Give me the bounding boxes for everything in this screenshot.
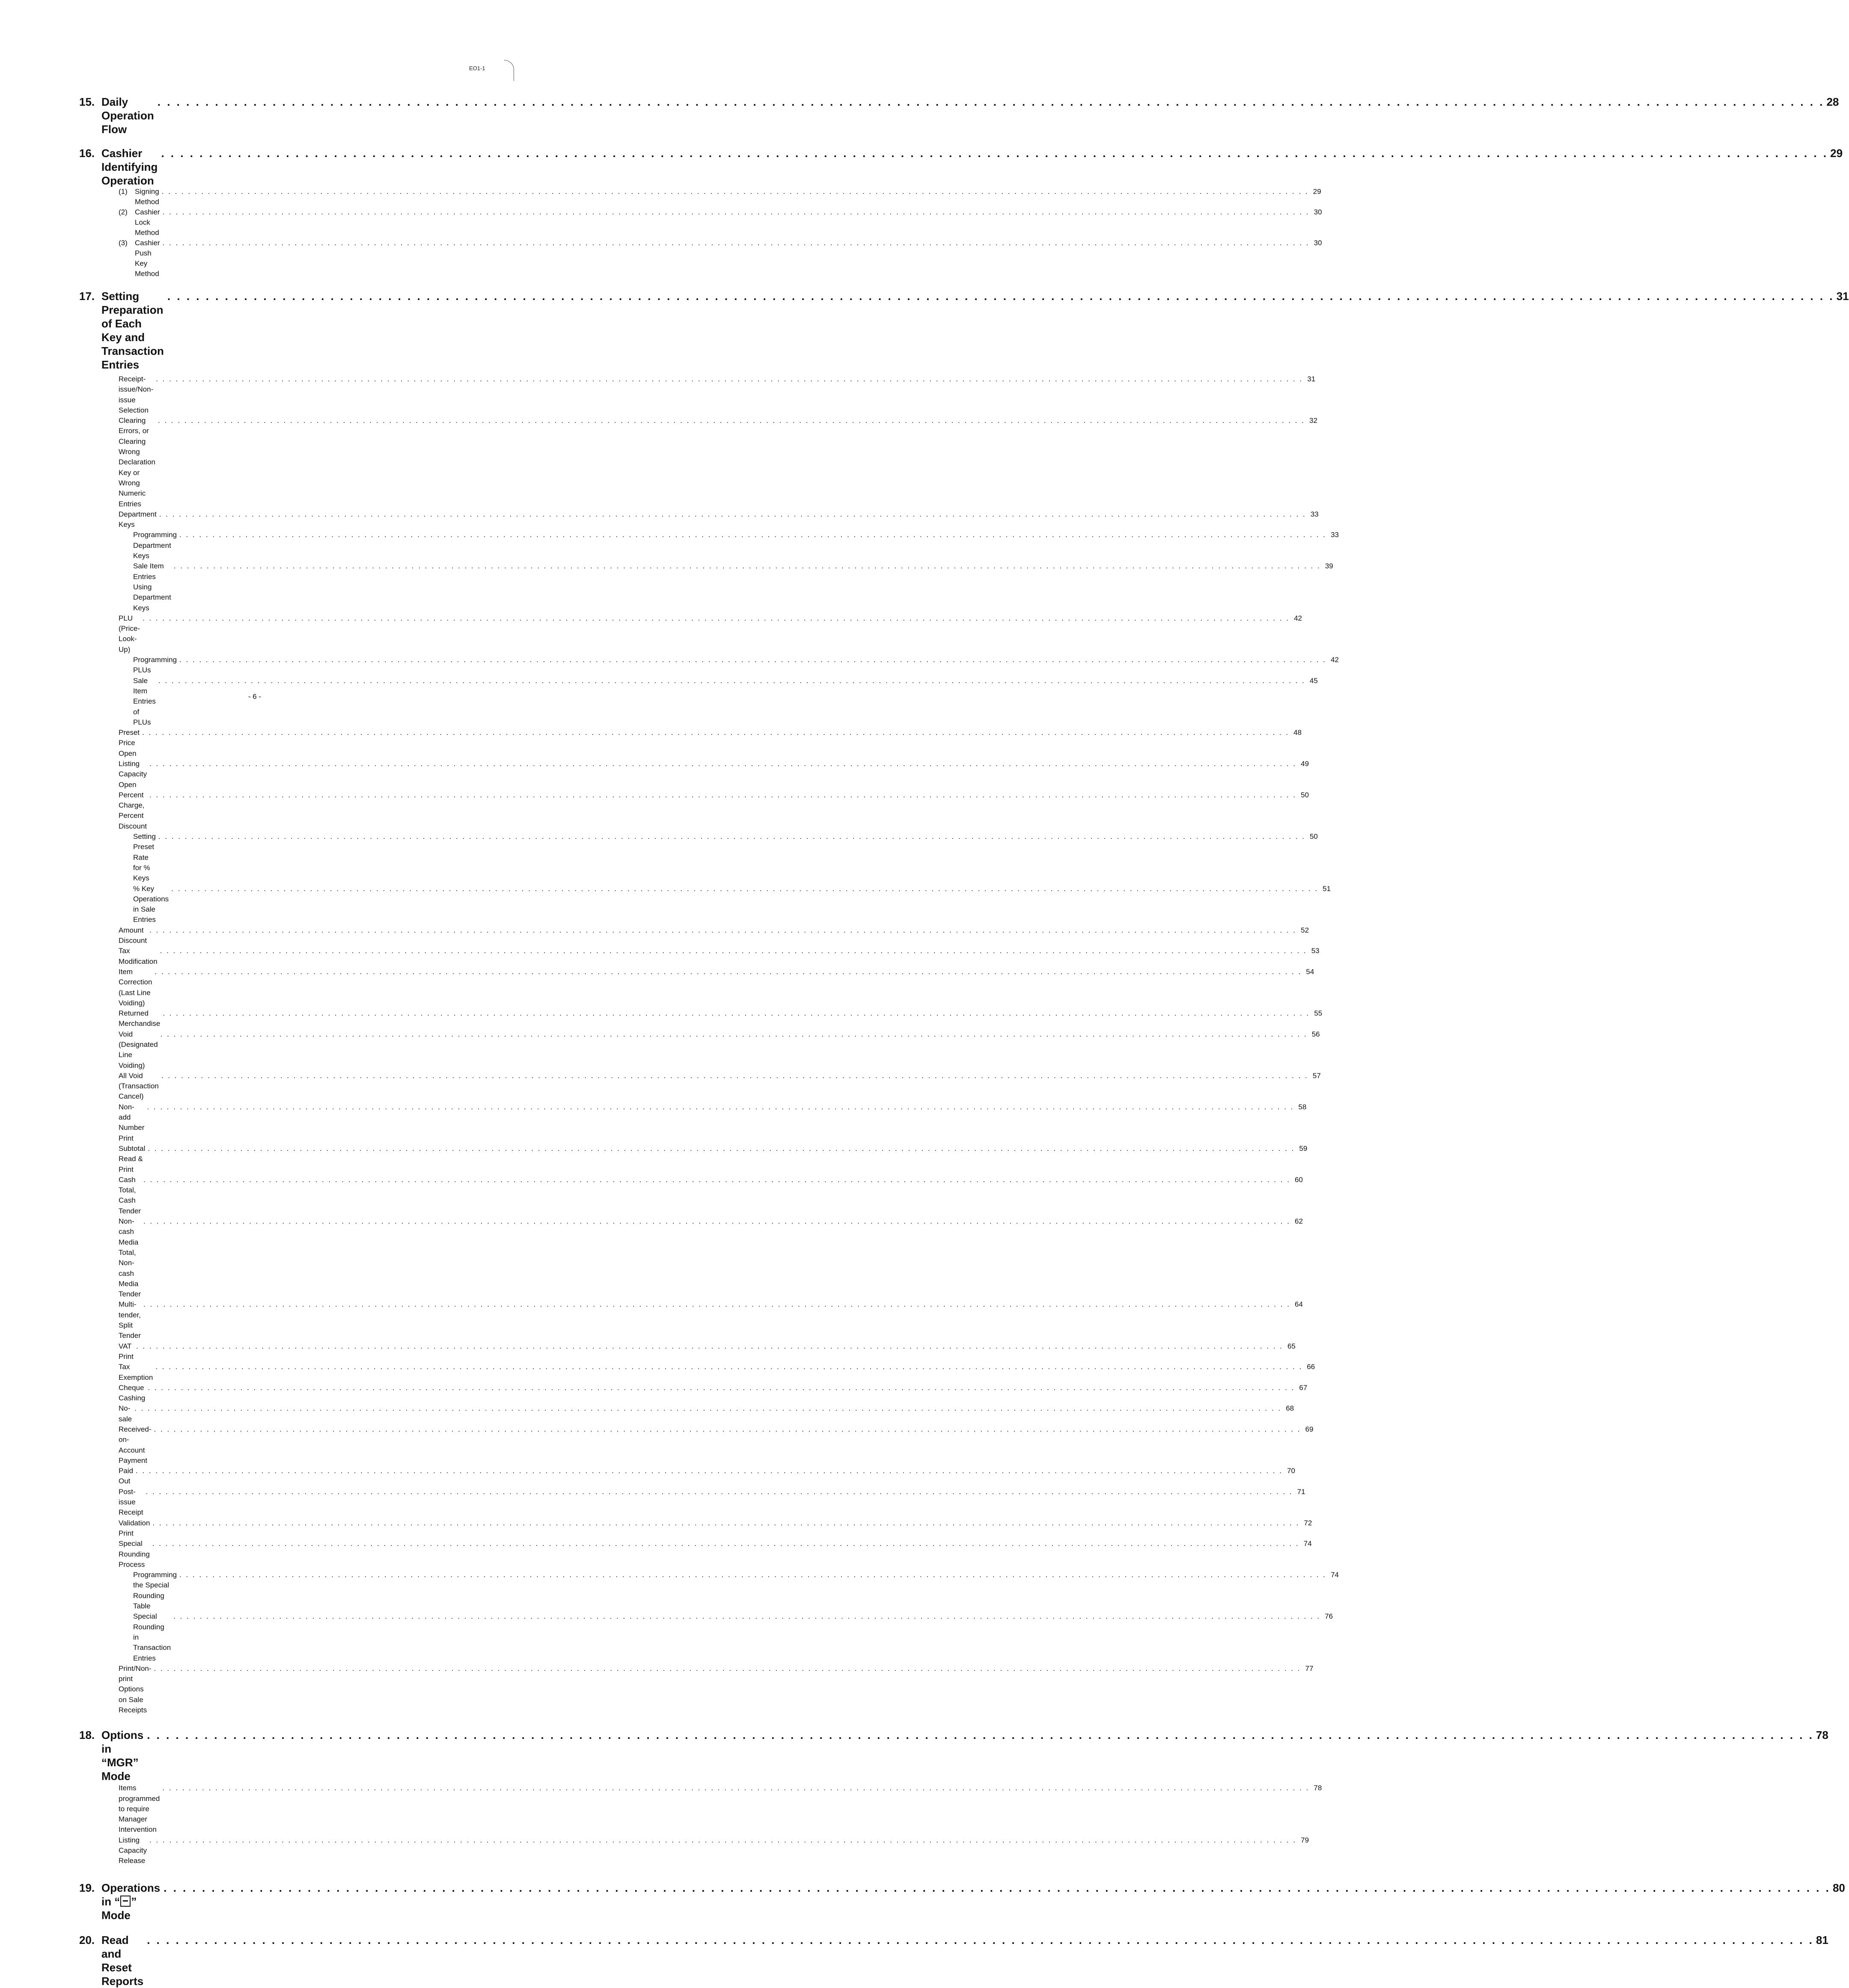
dot-leader	[154, 95, 1826, 109]
dot-leader	[159, 1071, 1310, 1081]
toc-entry[interactable]	[119, 1539, 1312, 1570]
entry-title: Non-add Number Print	[119, 1102, 145, 1142]
toc-entry[interactable]	[119, 416, 1317, 509]
page-number: 79	[1301, 1836, 1309, 1844]
dot-leader	[152, 1664, 1302, 1674]
dot-leader	[132, 1403, 1283, 1414]
entry-title: Cash Total, Cash Tender	[119, 1175, 141, 1215]
dot-leader	[134, 1341, 1284, 1352]
entry-title: Programming Department Keys	[133, 531, 177, 560]
entry-title: Receipt-issue/Non-issue Selection	[119, 375, 154, 414]
dot-leader	[159, 187, 1310, 197]
toc-entry[interactable]	[119, 1518, 1312, 1539]
dot-leader	[141, 1216, 1292, 1227]
dot-leader	[153, 1362, 1304, 1372]
entry-index: (2)	[119, 208, 128, 216]
entry-title: Cheque Cashing	[119, 1383, 146, 1403]
dot-leader	[141, 1299, 1292, 1310]
entry-index: (1)	[119, 187, 128, 196]
entry-title: Cashier Push Key Method	[135, 239, 160, 278]
entry-title: Cashier Lock Method	[135, 208, 160, 237]
section-18-entries	[119, 1783, 1322, 1866]
dot-leader	[160, 238, 1311, 248]
dot-leader	[164, 289, 1836, 303]
section-number: 16.	[79, 147, 95, 160]
dot-leader	[145, 1144, 1296, 1154]
entry-title: Listing Capacity Open	[119, 759, 147, 789]
section-number: 20.	[79, 1933, 95, 1946]
entry-title: Validation Print	[119, 1518, 150, 1537]
entry-title: Subtotal Read & Print	[119, 1144, 146, 1174]
dot-leader	[152, 1424, 1302, 1435]
page-number: 42	[1294, 614, 1302, 622]
toc-section-19[interactable]	[79, 1881, 1845, 1922]
entry-title: Post-issue Receipt	[119, 1487, 143, 1517]
page-number: 33	[1331, 531, 1339, 539]
entry-title: Programming the Special Rounding Table	[133, 1571, 177, 1611]
toc-entry[interactable]	[119, 790, 1309, 832]
page-number: 52	[1301, 926, 1309, 934]
page-number: 59	[1299, 1144, 1308, 1153]
dot-leader	[155, 416, 1306, 426]
toc-entry[interactable]	[119, 1341, 1296, 1362]
toc-entry[interactable]	[119, 509, 1319, 530]
toc-entry[interactable]	[119, 1362, 1315, 1383]
page-number: 39	[1325, 562, 1333, 571]
dot-leader	[152, 967, 1303, 977]
page-number: 50	[1301, 790, 1309, 799]
toc-section-16[interactable]	[79, 146, 1843, 187]
entry-title: Returned Merchandise	[119, 1009, 161, 1028]
page-number: 67	[1299, 1383, 1308, 1392]
entry-title: % Key Operations in Sale Entries	[133, 884, 169, 924]
toc-entry[interactable]	[119, 187, 1321, 207]
toc-entry[interactable]	[119, 946, 1320, 967]
toc-entry[interactable]	[119, 967, 1314, 1008]
page-number: 54	[1306, 967, 1314, 976]
toc-entry[interactable]	[119, 1071, 1321, 1102]
toc-entry[interactable]	[119, 1383, 1308, 1404]
page-number: 56	[1311, 1030, 1320, 1038]
dot-leader	[158, 146, 1830, 160]
toc-entry[interactable]	[119, 1299, 1303, 1341]
page-number: 45	[1309, 676, 1318, 685]
page-number: 69	[1305, 1425, 1314, 1433]
entry-title: Void (Designated Line Voiding)	[119, 1030, 158, 1070]
page-number: 80	[1832, 1881, 1845, 1894]
toc-entry[interactable]	[119, 207, 1322, 238]
section-number: 19.	[79, 1881, 95, 1894]
dot-leader	[140, 613, 1291, 624]
dot-leader	[169, 884, 1320, 894]
section-number: 15.	[79, 95, 95, 108]
page-number: 50	[1309, 832, 1318, 841]
page-number: 74	[1331, 1571, 1339, 1579]
toc-subentry[interactable]	[119, 561, 1333, 613]
toc-subentry[interactable]	[119, 655, 1339, 676]
entry-title: Tax Exemption	[119, 1363, 153, 1382]
toc-entry[interactable]	[119, 728, 1302, 759]
toc-subentry[interactable]	[119, 1611, 1333, 1663]
dot-leader	[133, 1466, 1284, 1476]
entry-title: Paid Out	[119, 1467, 134, 1486]
entry-title: Special Rounding Process	[119, 1539, 150, 1569]
entry-title: Preset Price Open	[119, 728, 140, 758]
toc-entry[interactable]	[119, 1424, 1314, 1466]
dot-leader	[140, 728, 1290, 738]
dot-leader	[147, 759, 1298, 769]
page-number: 60	[1295, 1175, 1303, 1184]
dot-leader	[160, 1881, 1832, 1895]
entry-title: Sale Item Entries of PLUs	[133, 676, 156, 726]
document-code: EO1-1	[469, 65, 485, 71]
minus-box-icon	[120, 1896, 131, 1907]
page-number: 71	[1297, 1487, 1305, 1496]
dot-leader	[147, 790, 1298, 800]
entry-title: Sale Item Entries Using Department Keys	[133, 562, 171, 612]
toc-subentry[interactable]	[119, 884, 1331, 925]
dot-leader	[141, 1175, 1292, 1185]
dot-leader	[143, 1933, 1816, 1947]
page-number: 30	[1314, 208, 1322, 216]
entry-title: Special Rounding in Transaction Entries	[133, 1612, 171, 1662]
entry-title: No-sale	[119, 1404, 132, 1423]
section-title: Read and Reset Reports	[101, 1933, 144, 1988]
toc-subentry[interactable]	[119, 1570, 1339, 1611]
page-number: 78	[1816, 1729, 1828, 1742]
section-title: Options in “MGR” Mode	[101, 1729, 144, 1783]
page-number: 70	[1287, 1467, 1295, 1475]
entry-title: Percent Charge, Percent Discount	[119, 790, 147, 830]
dot-leader	[177, 1570, 1328, 1580]
dot-leader	[150, 1518, 1301, 1528]
toc-entry[interactable]	[119, 238, 1322, 279]
page-number: 76	[1325, 1612, 1333, 1621]
page-number: 57	[1312, 1071, 1321, 1080]
toc-section-20[interactable]	[79, 1933, 1828, 1988]
entry-title: Items programmed to require Manager Intervention	[119, 1784, 160, 1834]
dot-leader	[143, 1728, 1816, 1742]
dot-leader	[145, 1383, 1296, 1393]
toc-subentry[interactable]	[119, 832, 1318, 883]
page-number: 77	[1305, 1664, 1314, 1673]
page-number: 28	[1826, 95, 1839, 108]
entry-title: Department Keys	[119, 510, 157, 529]
section-number: 18.	[79, 1729, 95, 1742]
section-title-start: Operations in “	[101, 1881, 161, 1908]
section-title-end: ” Mode	[101, 1895, 137, 1922]
toc-entry[interactable]	[119, 925, 1309, 946]
page-number: 33	[1310, 510, 1319, 518]
page-number: 29	[1830, 147, 1843, 160]
section-title: Cashier Identifying Operation	[101, 147, 158, 187]
corner-bracket-mark	[504, 60, 514, 81]
dot-leader	[177, 655, 1328, 665]
page-footer-number: - 6 -	[248, 692, 262, 701]
section-17-entries	[119, 374, 1339, 1715]
page-number: 32	[1309, 416, 1317, 425]
toc-entry[interactable]	[119, 1466, 1295, 1487]
section-title: Daily Operation Flow	[101, 95, 154, 136]
page-number: 65	[1287, 1342, 1296, 1350]
entry-title: Listing Capacity Release	[119, 1836, 147, 1865]
page-number: 66	[1307, 1363, 1315, 1371]
entry-title: Setting Preset Rate for % Keys	[133, 832, 156, 883]
page-number: 30	[1314, 239, 1322, 247]
page-number: 31	[1307, 375, 1316, 383]
toc-subentry[interactable]	[119, 530, 1339, 561]
toc-entry[interactable]	[119, 1783, 1322, 1835]
page-number: 42	[1331, 656, 1339, 664]
table-of-contents	[79, 95, 1849, 1988]
entry-title: Multi-tender, Split Tender	[119, 1300, 141, 1340]
page-number: 62	[1295, 1217, 1303, 1226]
dot-leader	[160, 1008, 1311, 1019]
page-number: 81	[1816, 1933, 1828, 1946]
page-number: 31	[1836, 290, 1849, 303]
entry-title: Item Correction (Last Line Voiding)	[119, 967, 152, 1007]
dot-leader	[171, 561, 1322, 571]
entry-index: (3)	[119, 239, 128, 247]
dot-leader	[158, 1029, 1309, 1040]
toc-entry[interactable]	[119, 1102, 1307, 1144]
toc-entry[interactable]	[119, 1216, 1303, 1299]
toc-entry[interactable]	[119, 759, 1309, 790]
page-number: 48	[1293, 728, 1302, 737]
page-number: 72	[1304, 1518, 1312, 1527]
section-title	[101, 1881, 160, 1922]
dot-leader	[158, 946, 1308, 956]
dot-leader	[153, 374, 1304, 384]
entry-title: All Void (Transaction Cancel)	[119, 1071, 159, 1101]
page-number: 78	[1314, 1784, 1322, 1792]
page-number: 64	[1295, 1300, 1303, 1309]
entry-title: Signing Method	[135, 187, 159, 206]
toc-entry[interactable]	[119, 1403, 1294, 1424]
toc-subentry[interactable]	[119, 676, 1318, 728]
entry-title: Tax Modification	[119, 947, 158, 966]
dot-leader	[156, 832, 1307, 842]
page-number: 51	[1323, 884, 1331, 893]
dot-leader	[147, 1835, 1298, 1845]
toc-entry[interactable]	[119, 1144, 1308, 1175]
dot-leader	[160, 207, 1311, 217]
page-number: 74	[1303, 1539, 1312, 1548]
entry-title: Print/Non-print Options on Sale Receipts	[119, 1664, 152, 1714]
entry-title: Amount Discount	[119, 926, 147, 945]
dot-leader	[147, 925, 1298, 936]
dot-leader	[177, 530, 1328, 540]
entry-title: Programming PLUs	[133, 656, 177, 675]
entry-title: Received-on-Account Payment	[119, 1425, 152, 1465]
section-16-entries	[119, 187, 1322, 279]
section-title: Setting Preparation of Each Key and Transaction Entries	[101, 290, 164, 371]
dot-leader	[144, 1102, 1295, 1112]
entry-title: Non-cash Media Total, Non-cash Media Tender	[119, 1217, 141, 1299]
toc-entry[interactable]	[119, 613, 1302, 655]
toc-entry[interactable]	[119, 1664, 1314, 1715]
dot-leader	[143, 1487, 1294, 1497]
page-number: 55	[1314, 1009, 1323, 1018]
entry-title: VAT Print	[119, 1342, 134, 1361]
section-number: 17.	[79, 290, 95, 303]
toc-entry[interactable]	[119, 1835, 1309, 1866]
toc-entry[interactable]	[119, 1008, 1323, 1029]
page-number: 68	[1286, 1404, 1294, 1413]
toc-entry[interactable]	[119, 1175, 1303, 1216]
dot-leader	[150, 1539, 1301, 1549]
toc-section-17[interactable]	[79, 289, 1849, 371]
toc-entry[interactable]	[119, 374, 1316, 416]
dot-leader	[157, 509, 1308, 520]
toc-entry[interactable]	[119, 1487, 1305, 1518]
page-number: 49	[1301, 759, 1309, 768]
page-number: 29	[1313, 187, 1321, 196]
dot-leader	[171, 1611, 1322, 1622]
toc-entry[interactable]	[119, 1029, 1320, 1071]
page-number: 58	[1298, 1102, 1307, 1111]
entry-title: Clearing Errors, or Clearing Wrong Declaration Key or Wrong Numeric Entries	[119, 416, 155, 508]
dot-leader	[156, 676, 1307, 686]
entry-title: PLU (Price-Look-Up)	[119, 614, 140, 654]
dot-leader	[160, 1783, 1311, 1793]
toc-section-15[interactable]	[79, 95, 1839, 136]
toc-section-18[interactable]	[79, 1728, 1828, 1783]
page-number: 53	[1311, 947, 1320, 955]
